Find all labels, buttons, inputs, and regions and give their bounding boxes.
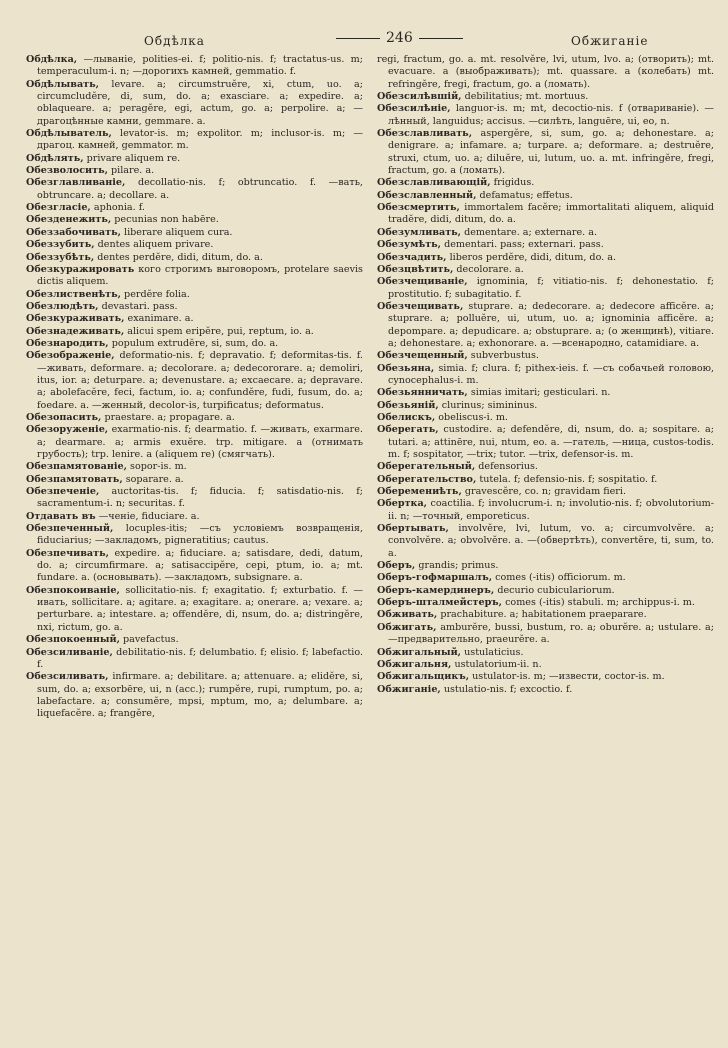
- entry-definition: dentes aliquem privare.: [97, 239, 214, 251]
- entry-definition: ustulatorium-ii. n.: [454, 658, 542, 670]
- dictionary-entry: [377, 572, 714, 584]
- entry-headword: Обезчещенный,: [377, 350, 468, 362]
- entry-headword: Оберегательство,: [377, 473, 477, 485]
- entry-headword: Обжигальщикъ,: [377, 671, 470, 683]
- dictionary-entry: [377, 560, 714, 572]
- dictionary-entry: [377, 363, 714, 388]
- dictionary-entry: [377, 190, 714, 202]
- entry-definition: obeliscus-i. m.: [438, 411, 508, 423]
- entry-headword: Оберъ-камердинеръ,: [377, 584, 495, 596]
- dictionary-entry: [377, 609, 714, 621]
- entry-headword: Обезславливающій,: [377, 177, 491, 189]
- entry-definition: comes (-itis) stabuli. m; archippus-i. m.: [505, 597, 695, 609]
- entry-definition: soparare. a.: [125, 473, 184, 485]
- entry-headword: Обезкураживать,: [26, 313, 125, 325]
- entry-headword: Обезумливать,: [377, 226, 462, 238]
- entry-definition: debilitatius; mt. mortuus.: [464, 91, 589, 103]
- entry-headword: Обезпокоенный,: [26, 634, 120, 646]
- entry-definition: pilare. a.: [111, 165, 155, 177]
- header-left-guide-word: Обдѣлка: [144, 34, 205, 48]
- entry-definition: dementare. a; externare. a.: [464, 226, 598, 238]
- entry-headword: Оберегательный,: [377, 461, 476, 473]
- dictionary-entry: [26, 548, 363, 585]
- entry-headword: Обезцвѣтить,: [377, 263, 454, 275]
- entry-definition: infirmare. a; debilitare. a; attenuare. a; elidĕre, si, sum, do. a; exsorbēre, ui, n (acc.); rumpĕre, rupi, rumptum, po. a; labefactare. a; consumĕre, mpsi, mptum, mo, a; delumbare. a; liquefacĕre. a; frangĕre,: [37, 671, 363, 720]
- dictionary-entry: [26, 165, 363, 177]
- entry-definition: deformatio-nis. f; depravatio. f; deformitas-tis. f. —живать, deformare. a; decolorare. a; dedecororare. a; demoliri, itus, ior. a; deturpare. a; devenustare. a; excaecare. a; depravare. a; abolefacĕre, feci, factum, io. a; confundĕre, fudi, fusum, do. a; foedare. a. —женный, decolor-is, turpificatus; deformatus.: [37, 350, 363, 411]
- entry-headword: Обезпеченіе,: [26, 486, 100, 498]
- entry-headword: Отдавать въ: [26, 510, 96, 522]
- entry-headword: Обезумѣть,: [377, 239, 441, 251]
- dictionary-entry: [377, 622, 714, 647]
- entry-definition: exanimare. a.: [127, 313, 194, 325]
- entry-headword: Обезпеченный,: [26, 523, 114, 535]
- entry-headword: Обеззубить,: [26, 239, 95, 251]
- entry-headword: Обезкуражировать: [26, 263, 135, 275]
- dictionary-entry: [377, 684, 714, 696]
- dictionary-entry: [377, 264, 714, 276]
- entry-definition: coactilia. f; involucrum-i. n; involutio-nis. f; obvolutorium-ii. n; —точный, emporeticus.: [388, 498, 714, 522]
- entry-definition: ustulator-is. m; —извести, coctor-is. m.: [472, 671, 665, 683]
- dictionary-entry: [377, 54, 714, 91]
- dictionary-entry: [26, 511, 363, 523]
- entry-headword: Обеззабочивать,: [26, 226, 121, 238]
- page-number: 246: [330, 30, 469, 46]
- entry-definition: languor-is. m; mt, decoctio-nis. f (отвариваніе). —лѣнный, languidus; accisus. —силѣть, languēre, ui, eo, n.: [388, 103, 714, 127]
- dictionary-entry: [377, 350, 714, 362]
- entry-headword: Обезволосить,: [26, 165, 108, 177]
- entry-headword: Обезсилѣвшій,: [377, 91, 462, 103]
- dictionary-entry: [377, 424, 714, 461]
- dictionary-entry: [26, 634, 363, 646]
- entry-headword: Оберъ-шталмейстеръ,: [377, 597, 502, 609]
- dictionary-entry: [377, 239, 714, 251]
- entry-headword: Обезденежить,: [26, 214, 112, 226]
- entry-headword: Обдѣлять,: [26, 152, 84, 164]
- entry-definition: pecunias non habēre.: [114, 214, 219, 226]
- entry-definition: auctoritas-tis. f; fiducia. f; satisdatio-nis. f; sacramentum-i. n; securitas. f.: [37, 486, 363, 510]
- entry-definition: simia. f; clura. f; pithex-ieis. f. —съ собачьей головою, cynocephalus-i. m.: [388, 362, 714, 386]
- entry-headword: Обертывать,: [377, 523, 449, 535]
- dictionary-entry: [26, 128, 363, 153]
- entry-definition: dentes perdĕre, didi, ditum, do. a.: [97, 251, 263, 263]
- entry-definition: defamatus; effetus.: [479, 189, 573, 201]
- dictionary-entry: [26, 153, 363, 165]
- entry-headword: Обезчещиваніе,: [377, 276, 468, 288]
- entry-definition: tutela. f; defensio-nis. f; sospitatio. f.: [479, 473, 658, 485]
- dictionary-entry: [26, 671, 363, 720]
- dictionary-entry: [377, 103, 714, 128]
- entry-headword: Обезьяна,: [377, 362, 435, 374]
- dictionary-entry: [26, 424, 363, 461]
- entry-definition: liberos perdĕre, didi, ditum, do. a.: [449, 251, 617, 263]
- entry-headword: Обезоруженіе,: [26, 424, 109, 436]
- dictionary-entry: [377, 597, 714, 609]
- entry-headword: Обезсиливаніе,: [26, 646, 113, 658]
- dictionary-entry: [26, 486, 363, 511]
- entry-definition: gravescĕre, co. n; gravidam fieri.: [464, 486, 627, 498]
- dictionary-entry: [377, 400, 714, 412]
- entry-headword: Обезчадить,: [377, 251, 447, 263]
- entry-definition: exarmatio-nis. f; dearmatio. f. —живать, exarmare. a; dearmare. a; armis exuĕre. trp. mitigare. a (отнимать грубость); trp. lenire. a (aliquem re) (смягчать).: [37, 424, 363, 460]
- entry-definition: aspergĕre, si, sum, go. a; dehonestare. a; denigrare. a; infamare. a; turpare. a; deformare. a; destruĕre, struxi, ctum, uo. a; diluĕre, ui, lutum, uo. a. mt. infringĕre, fregi, fractum, go. a (ломать).: [388, 128, 714, 177]
- entry-definition: levare. a; circumstruĕre, xi, ctum, uo. a; circumcludĕre, di, sum, do. a; exasciare. a; expedire. a; oblaqueare. a; peragĕre, egi, actum, go. a; perpolire. a; —драгоцѣнные камни, gemmare. a.: [37, 78, 363, 127]
- dictionary-entry: [377, 412, 714, 424]
- entry-headword: Обезпамятовать,: [26, 473, 123, 485]
- entry-headword: Обживать,: [377, 609, 438, 621]
- dictionary-entry: [26, 214, 363, 226]
- dictionary-entry: [377, 474, 714, 486]
- entry-definition: simias imitari; gesticulari. n.: [470, 387, 611, 399]
- entry-headword: Обезопасить,: [26, 411, 102, 423]
- entry-definition: grandis; primus.: [418, 560, 499, 572]
- entry-definition: frigidus.: [493, 177, 535, 189]
- dictionary-entry: [26, 350, 363, 412]
- dictionary-entry: [377, 461, 714, 473]
- left-column: [26, 54, 363, 721]
- entry-headword: Обжигальня,: [377, 658, 452, 670]
- entry-headword: Обезьянничать,: [377, 387, 468, 399]
- dictionary-entry: [377, 301, 714, 350]
- entry-headword: Оберъ,: [377, 560, 416, 572]
- entry-headword: Обдѣлка,: [26, 54, 78, 65]
- entry-definition: alicui spem eripĕre, pui, reptum, io. a.: [127, 325, 314, 337]
- running-header: [26, 26, 714, 54]
- dictionary-entry: [377, 671, 714, 683]
- dictionary-entry: [377, 177, 714, 189]
- entry-definition: devastari. pass.: [101, 300, 178, 312]
- entry-definition: clurinus; simininus.: [441, 399, 538, 411]
- entry-headword: Обелискъ,: [377, 411, 436, 423]
- entry-definition: locuples-itis; —съ условіемъ возвращенія, fiduciarius; —закладомъ, pigneratitius; cautus.: [37, 523, 363, 547]
- dictionary-entry: [26, 264, 363, 289]
- entry-definition: involvĕre, lvi, lutum, vo. a; circumvolvĕre. a; convolvĕre. a; obvolvĕre. a. —(обвертѣть), convertĕre, ti, sum, to. a.: [388, 523, 714, 559]
- entry-definition: perdĕre folia.: [124, 288, 190, 300]
- dictionary-entry: [377, 252, 714, 264]
- entry-definition: кого строгимъ выговоромъ, protelare saevis dictis aliquem.: [37, 263, 363, 288]
- text-columns: [26, 54, 714, 721]
- dictionary-entry: [377, 647, 714, 659]
- entry-headword: Обезгласіе,: [26, 202, 91, 214]
- entry-headword: Обезображеніе,: [26, 350, 115, 362]
- dictionary-entry: [26, 585, 363, 634]
- dictionary-entry: [377, 128, 714, 177]
- dictionary-entry: [26, 338, 363, 350]
- dictionary-entry: [377, 387, 714, 399]
- entry-definition: prachabiture. a; habitationem praeparare.: [440, 609, 647, 621]
- dictionary-entry: [26, 301, 363, 313]
- dictionary-entry: [26, 79, 363, 128]
- entry-definition: subverbustus.: [470, 350, 539, 362]
- entry-headword: Обезглавливаніе,: [26, 177, 126, 189]
- dictionary-entry: [26, 326, 363, 338]
- entry-definition: debilitatio-nis. f; delumbatio. f; elisio. f; labefactio. f.: [37, 646, 363, 670]
- dictionary-entry: [377, 486, 714, 498]
- entry-definition: privare aliquem re.: [86, 152, 181, 164]
- entry-definition: sopor-is. m.: [130, 461, 187, 473]
- entry-definition: pavefactus.: [123, 634, 179, 646]
- entry-headword: Обезьяній,: [377, 399, 439, 411]
- entry-headword: Обжигать,: [377, 621, 437, 633]
- dictionary-entry: [377, 498, 714, 523]
- entry-definition: ustulatio-nis. f; excoctio. f.: [443, 683, 573, 695]
- entry-definition: levator-is. m; expolitor. m; inclusor-is. m; —драгоц. камней, gemmator. m.: [37, 128, 363, 152]
- dictionary-entry: [377, 227, 714, 239]
- entry-definition: stuprare. a; dedecorare. a; dedecore afficĕre. a; stuprare. a; polluĕre, ui, utum, uo. a; ignominia afficĕre. a; depompare. a; depudicare. a; obstuprare. a; (о женщинѣ), vitiare. a; dehonestare. a; exhonorare. a. —всенародно, catamidiare. a.: [388, 300, 714, 349]
- dictionary-entry: [26, 239, 363, 251]
- entry-definition: decurio cubiculariorum.: [497, 584, 615, 596]
- entry-definition: sollicitatio-nis. f; exagitatio. f; exturbatio. f. —ивать, sollicitare. a; agitare. a; exagitare. a; onerare. a; vexare. a; perturbare. a; intestare. a; offendĕre, di, nsum, do. a; distringĕre, nxi, rictum, go. a.: [37, 584, 363, 633]
- dictionary-entry: [26, 461, 363, 473]
- dictionary-entry: [26, 177, 363, 202]
- entry-headword: Обезлюдѣть,: [26, 300, 99, 312]
- dictionary-entry: [377, 659, 714, 671]
- entry-definition: dementari. pass; externari. pass.: [444, 239, 604, 251]
- entry-definition: —ченіе, fiduciare. a.: [98, 510, 200, 522]
- entry-definition: ignominia, f; vitiatio-nis. f; dehonestatio. f; prostitutio. f; subagitatio. f.: [388, 276, 714, 300]
- entry-definition: ustulaticius.: [464, 646, 524, 658]
- dictionary-entry: [377, 585, 714, 597]
- dictionary-entry: [26, 523, 363, 548]
- entry-headword: Обезсилѣніе,: [377, 103, 451, 115]
- dictionary-entry: [26, 227, 363, 239]
- entry-definition: amburĕre, bussi, bustum, ro. a; oburĕre. a; ustulare. a; —предварительно, praeurĕre. a.: [388, 621, 714, 646]
- entry-headword: Обжигальный,: [377, 646, 462, 658]
- entry-definition: expedire. a; fiduciare. a; satisdare, dedi, datum, do. a; circumfirmare. a; satisaccipĕre, cepi, ptum, io. a; mt. fundare. a. (основывать). —закладомъ, subsignare. a.: [37, 547, 363, 584]
- entry-headword: Обезславливать,: [377, 128, 473, 140]
- dictionary-entry: [26, 313, 363, 325]
- dictionary-entry: [26, 289, 363, 301]
- entry-definition: liberare aliquem cura.: [124, 226, 233, 238]
- entry-headword: Обеззубѣть,: [26, 251, 95, 263]
- entry-headword: Оберегать,: [377, 424, 439, 436]
- right-column: [377, 54, 714, 721]
- entry-headword: Обдѣлыватель,: [26, 128, 112, 140]
- entry-headword: Оберемениѣть,: [377, 486, 462, 498]
- entry-definition: regi, fractum, go. a. mt. resolvĕre, lvi, utum, lvo. a; (отворить); mt. evacuare. a (выображивать); mt. quassare. a (колебать) mt. refringĕre, fregi, fractum, go. a (ломать).: [377, 54, 714, 90]
- entry-headword: Обдѣлывать,: [26, 78, 99, 90]
- dictionary-entry: [26, 647, 363, 672]
- entry-headword: Обезпокоиваніе,: [26, 584, 120, 596]
- entry-headword: Обезнадеживать,: [26, 325, 125, 337]
- entry-headword: Обжиганіе,: [377, 683, 441, 695]
- entry-headword: Обезнародить,: [26, 337, 109, 349]
- dictionary-entry: [377, 523, 714, 560]
- header-right-guide-word: Обжиганіе: [571, 34, 649, 48]
- dictionary-entry: [377, 91, 714, 103]
- entry-headword: Обезславленный,: [377, 189, 477, 201]
- dictionary-entry: [377, 202, 714, 227]
- entry-definition: —лываніе, polities-ei. f; politio-nis. f; tractatus-us. m; temperaculum-i. n; —дорогихъ камней, gemmatio. f.: [37, 54, 363, 78]
- entry-headword: Обертка,: [377, 498, 427, 510]
- entry-headword: Обезпамятованіе,: [26, 461, 127, 473]
- entry-headword: Оберъ-гофмаршалъ,: [377, 572, 493, 584]
- entry-definition: defensorius.: [478, 461, 538, 473]
- dictionary-entry: [26, 54, 363, 79]
- entry-headword: Обезсмертить,: [377, 202, 460, 214]
- entry-definition: populum extrudĕre, si, sum, do. a.: [111, 337, 279, 349]
- entry-definition: custodire. a; defendĕre, di, nsum, do. a; sospitare. a; tutari. a; attinēre, nui, ntum, eo. a. —гатель, —ница, custos-todis. m. f; sospitator, —trix; tutor. —trix, defensor-is. m.: [388, 424, 714, 460]
- dictionary-entry: [26, 202, 363, 214]
- entry-definition: praestare. a; propagare. a.: [104, 411, 235, 423]
- entry-definition: decollatio-nis. f; obtruncatio. f. —вать, obtruncare. a; decollare. a.: [37, 177, 363, 201]
- entry-definition: comes (-itis) officiorum. m.: [495, 572, 626, 584]
- dictionary-entry: [26, 474, 363, 486]
- entry-headword: Обезпечивать,: [26, 547, 109, 559]
- entry-definition: immortalem facĕre; immortalitati aliquem, aliquid tradĕre, didi, ditum, do. a.: [388, 202, 714, 226]
- entry-definition: decolorare. a.: [456, 263, 524, 275]
- entry-headword: Обезсиливать,: [26, 671, 109, 683]
- entry-headword: Обезлиственѣть,: [26, 288, 121, 300]
- dictionary-entry: [377, 276, 714, 301]
- entry-definition: aphonia. f.: [93, 202, 145, 214]
- dictionary-entry: [26, 412, 363, 424]
- dictionary-entry: [26, 252, 363, 264]
- entry-headword: Обезчещивать,: [377, 300, 464, 312]
